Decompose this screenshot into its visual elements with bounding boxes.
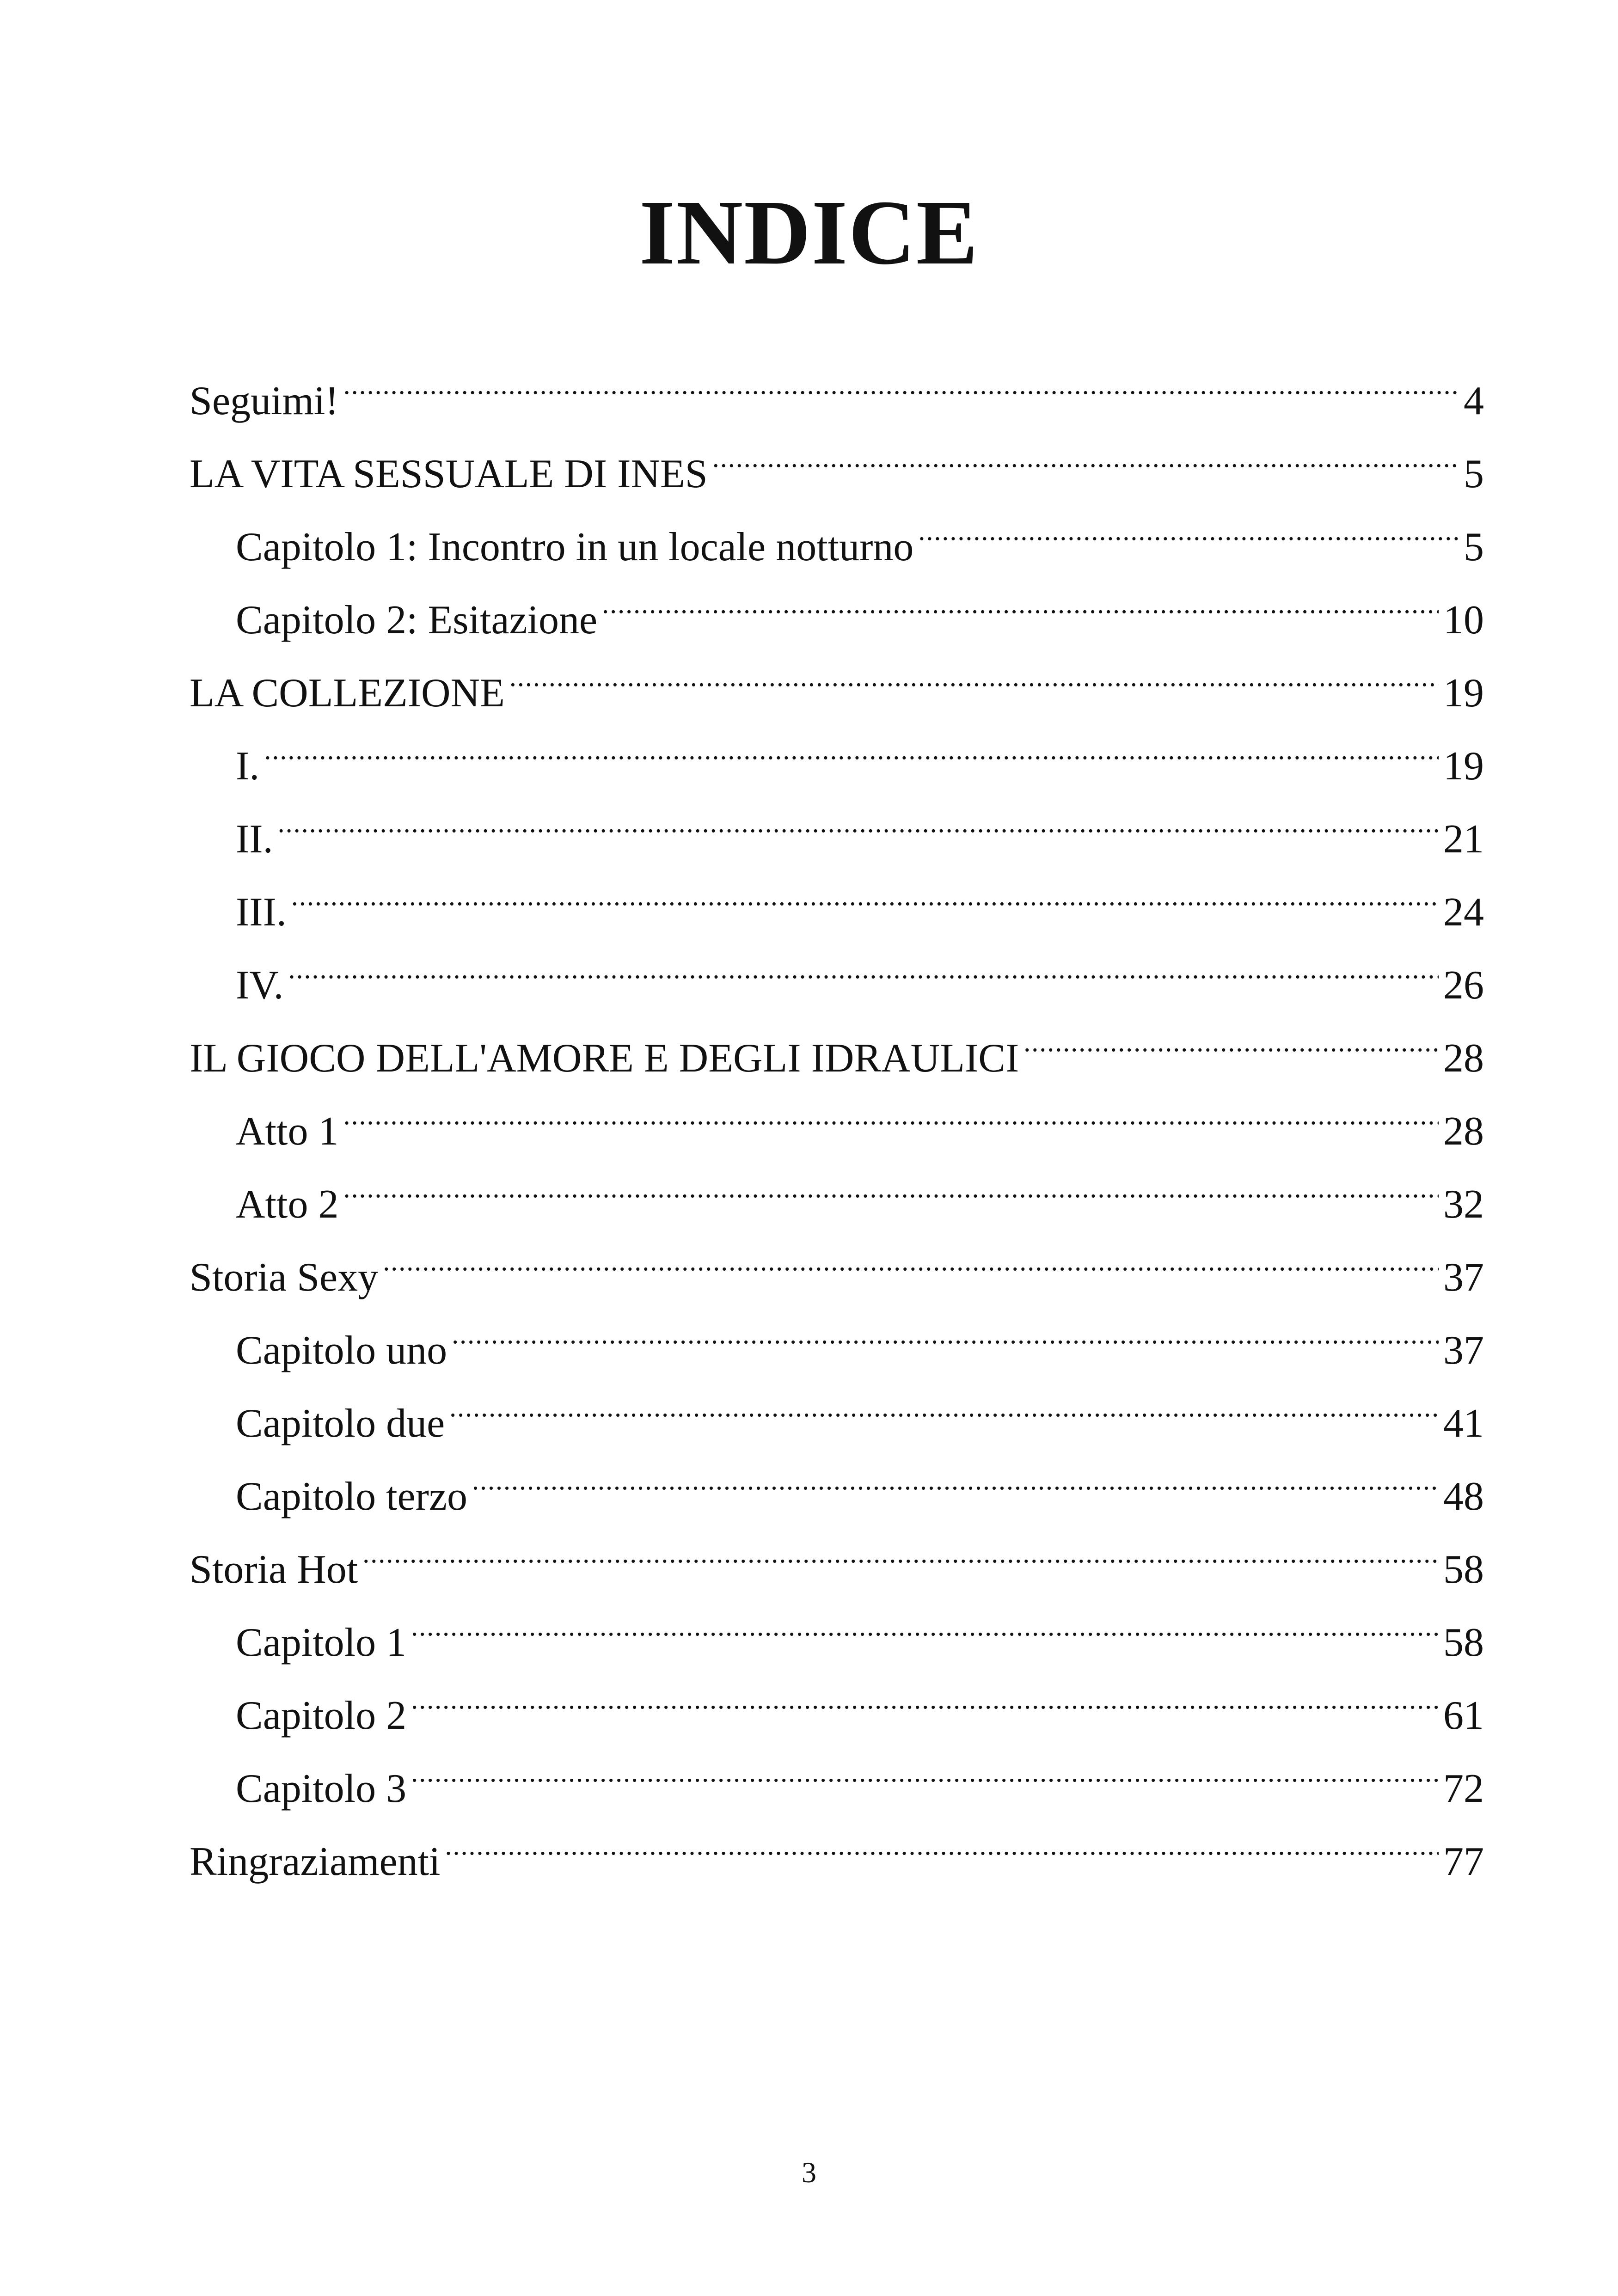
toc-entry-page: 26 [1443,963,1484,1008]
toc-entry-title: Capitolo 2 [236,1693,407,1738]
toc-dot-leader [445,1802,1439,1875]
toc-dot-leader [602,560,1439,633]
toc-entry-page: 37 [1443,1328,1484,1373]
toc-dot-leader [449,1364,1439,1437]
toc-entry-page: 32 [1443,1182,1484,1227]
toc-entry-page: 10 [1443,598,1484,643]
toc-dot-leader [362,1510,1439,1583]
toc-entry-page: 19 [1443,671,1484,716]
toc-entry-page: 61 [1443,1693,1484,1738]
table-of-contents [190,341,1484,1884]
toc-dot-leader [291,852,1439,925]
toc-entry-page: 28 [1443,1036,1484,1081]
toc-entry[interactable] [190,998,1484,1081]
toc-entry[interactable] [190,852,1484,935]
toc-entry-title: IL GIOCO DELL'AMORE E DEGLI IDRAULICI [190,1036,1019,1081]
toc-entry-title: Atto 2 [236,1182,339,1227]
toc-dot-leader [343,1145,1439,1218]
toc-entry-title: LA VITA SESSUALE DI INES [190,452,708,496]
toc-entry-page: 72 [1443,1766,1484,1811]
toc-dot-leader [411,1729,1439,1802]
toc-entry[interactable] [190,1510,1484,1592]
toc-entry-title: II. [236,817,273,862]
toc-dot-leader [1024,998,1439,1071]
toc-entry-title: I. [236,744,260,789]
toc-entry-title: Seguimi! [190,379,339,423]
toc-dot-leader [411,1656,1439,1729]
toc-entry-title: Capitolo terzo [236,1474,467,1519]
toc-dot-leader [288,925,1439,998]
toc-dot-leader [343,341,1459,414]
page-number: 3 [802,2156,816,2189]
toc-entry-page: 37 [1443,1255,1484,1300]
toc-entry-title: Atto 1 [236,1109,339,1154]
toc-entry-page: 77 [1443,1839,1484,1884]
toc-entry-page: 28 [1443,1109,1484,1154]
toc-entry-page: 58 [1443,1547,1484,1592]
toc-entry-title: Ringraziamenti [190,1839,441,1884]
toc-entry-page: 58 [1443,1620,1484,1665]
toc-entry-title: III. [236,890,287,935]
toc-dot-leader [278,779,1439,852]
toc-dot-leader [452,1291,1439,1364]
toc-entry-title: Storia Hot [190,1547,358,1592]
toc-entry-title: Capitolo due [236,1401,445,1446]
toc-entry-title: Capitolo 2: Esitazione [236,598,598,643]
toc-entry[interactable] [190,1218,1484,1300]
toc-entry-page: 5 [1464,525,1484,569]
toc-entry[interactable] [190,779,1484,862]
toc-entry-title: Capitolo 1: Incontro in un locale notturno [236,525,914,569]
toc-entry-page: 48 [1443,1474,1484,1519]
toc-dot-leader [918,487,1459,560]
toc-entry[interactable] [190,414,1484,496]
toc-entry-title: Storia Sexy [190,1255,379,1300]
toc-entry-title: IV. [236,963,284,1008]
toc-entry-title: LA COLLEZIONE [190,671,505,716]
toc-entry-title: Capitolo uno [236,1328,447,1373]
toc-entry-page: 21 [1443,817,1484,862]
page-title: INDICE [639,182,979,284]
toc-entry-title: Capitolo 1 [236,1620,407,1665]
toc-entry[interactable] [190,925,1484,1008]
toc-entry-page: 4 [1464,379,1484,423]
toc-entry[interactable] [190,706,1484,789]
toc-entry[interactable] [190,1145,1484,1227]
toc-entry[interactable] [190,341,1484,423]
toc-dot-leader [264,706,1439,779]
toc-entry-page: 41 [1443,1401,1484,1446]
toc-dot-leader [383,1218,1439,1291]
toc-entry[interactable] [190,1291,1484,1373]
toc-dot-leader [343,1071,1439,1145]
toc-dot-leader [509,633,1439,706]
toc-entry-page: 5 [1464,452,1484,496]
toc-entry-page: 24 [1443,890,1484,935]
toc-entry-title: Capitolo 3 [236,1766,407,1811]
toc-entry[interactable] [190,1071,1484,1154]
toc-dot-leader [411,1583,1439,1656]
toc-entry-page: 19 [1443,744,1484,789]
toc-dot-leader [712,414,1459,487]
toc-entry[interactable] [190,1583,1484,1665]
toc-dot-leader [472,1437,1439,1510]
